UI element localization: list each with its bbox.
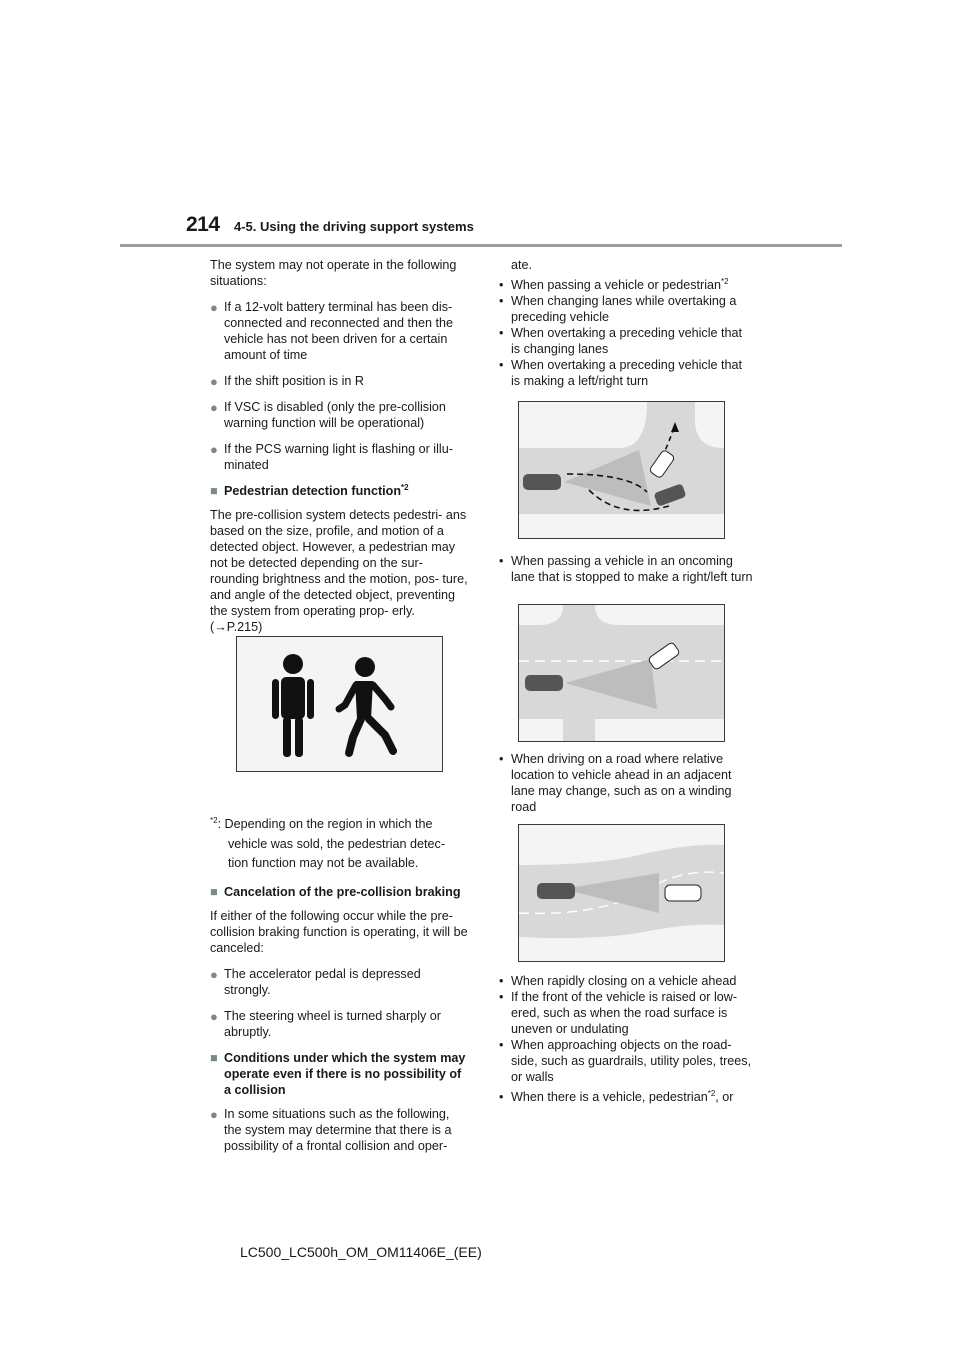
circle-bullet-icon: ● [210,966,218,982]
list-item: ● The accelerator pedal is depressed strongly. [210,966,421,997]
list-item: ● If the shift position is in R [210,374,364,389]
list-item: • When passing a vehicle in an oncoming lane that is stopped to make a right/left turn [499,554,753,584]
list-item: ● The steering wheel is turned sharply or abruptly. [210,1008,442,1039]
footer-model-code: LC500_LC500h_OM_OM11406E_(EE) [240,1244,482,1260]
list-item: • When driving on a road where relative location to vehicle ahead in an adjacent lane may change, such as on a winding road [499,752,732,814]
list-item: • When changing lanes while overtaking a preceding vehicle [499,294,737,324]
page-reference-link[interactable]: P.215) [226,620,263,634]
circle-bullet-icon: ● [210,1106,218,1122]
footnote: $^{*2}$: Depending on the region in which the vehicle was sold, the pedestrian detec- tion function may not be available. [210,815,446,870]
pedestrian-figure [236,636,443,772]
page-number: 214 [186,213,220,236]
list-item: ● If VSC is disabled (only the pre-collision warning function will be operational) [210,400,446,430]
list-item: • When passing a vehicle or pedestrian$^{*2}$ [499,276,729,292]
winding-road-illustration [519,825,724,961]
section-title: 4-5. Using the driving support systems [234,219,474,234]
circle-bullet-icon: ● [210,400,218,415]
pedestrian-heading: ■ Pedestrian detection function$^{*2}$ [210,482,409,498]
cancel-heading: ■ Cancelation of the pre-collision braking [210,884,461,899]
square-marker-icon: ■ [210,884,218,899]
square-marker-icon: ■ [210,484,218,498]
circle-bullet-icon: ● [210,1008,218,1024]
pedestrian-text: The pre-collision system detects pedestri- ans based on the size, profile, and motion of a detected object. However, a pedestrian may not be detected depending on the sur- rounding brightness and the motion, pos- ture, and angle of the detected object, preventing the system from operating prop- erly. (→P.215) [210,508,468,634]
right-arrow-icon: → [214,620,227,634]
oncoming-figure [518,604,725,742]
list-item: ● In some situations such as the following, the system may determine that there is a possibility of a frontal collision and oper- [210,1106,452,1153]
list-item: ● If the PCS warning light is flashing or illu- minated [210,442,453,472]
circle-bullet-icon: ● [210,300,218,315]
circle-bullet-icon: ● [210,374,218,389]
intersection-illustration [519,402,724,538]
intro-text: The system may not operate in the following situations: [210,258,457,288]
header-rule [120,244,842,247]
list-item: • If the front of the vehicle is raised or low- ered, such as when the road surface is uneven or undulating [499,990,738,1036]
circle-bullet-icon: ● [210,442,218,457]
winding-road-figure [518,824,725,962]
list-item: • When approaching objects on the road- side, such as guardrails, utility poles, trees, or walls [499,1038,752,1084]
conditions-heading: ■ Conditions under which the system may operate even if there is no possibility of a collision [210,1050,466,1097]
continued-text: ate. [511,258,533,272]
page-header [186,213,846,243]
overtaking-figure [518,401,725,539]
list-item: • When overtaking a preceding vehicle that is making a left/right turn [499,358,743,388]
square-marker-icon: ■ [210,1050,218,1065]
cancel-text: If either of the following occur while the pre-collision braking function is operating, it will be canceled: [210,908,468,955]
list-item: • When there is a vehicle, pedestrian$^{*2}$, or [499,1088,734,1104]
list-item: • When rapidly closing on a vehicle ahead [499,974,737,988]
list-item: • When overtaking a preceding vehicle that is changing lanes [499,326,743,356]
oncoming-lane-illustration [519,605,724,741]
pedestrian-illustration [237,637,442,771]
list-item: ● If a 12-volt battery terminal has been dis- connected and reconnected and then the vehicle has not been driven for a certain amount of time [210,300,453,362]
